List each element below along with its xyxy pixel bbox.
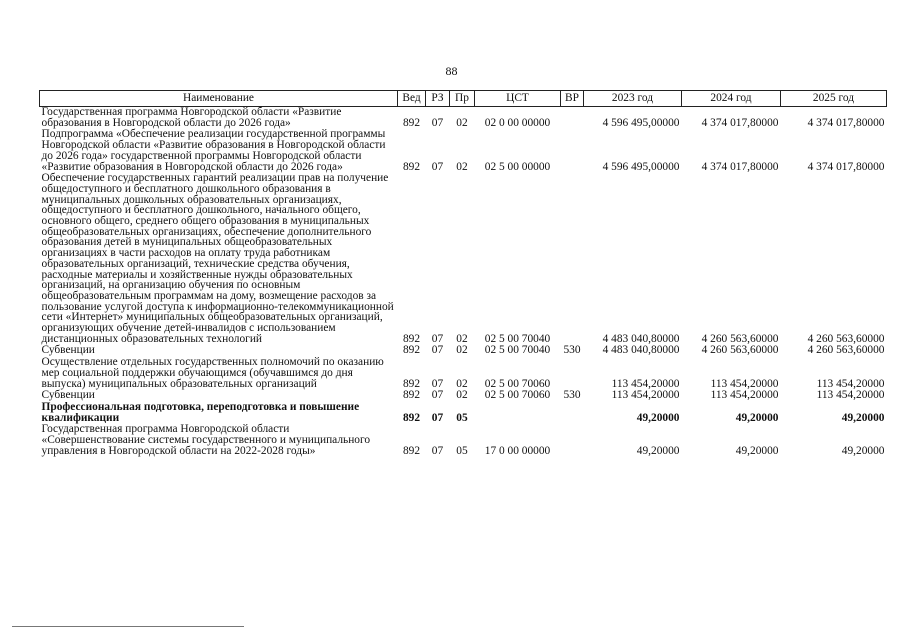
cell-cst: 17 0 00 00000 <box>484 444 551 457</box>
cell-vr <box>561 402 584 424</box>
cell-y2025: 49,20000 <box>841 411 885 424</box>
table-row <box>40 107 887 130</box>
cell-cst: 02 5 00 70040 <box>484 332 551 345</box>
cell-ved: 892 <box>402 377 421 390</box>
cell-y2023: 4 596 495,00000 <box>602 160 680 173</box>
cell-y2025: 113 454,20000 <box>816 377 885 390</box>
header-rz: РЗ <box>426 91 450 107</box>
cell-ved: 892 <box>402 444 421 457</box>
table-row <box>40 424 887 457</box>
cell-name: Осуществление отдельных государственных полномочий по оказанию мер социальной поддержки обучающимся (обучавшимся до дня выпуска) муниципальных образовательных организаций <box>41 356 384 390</box>
cell-rz: 07 <box>431 160 444 173</box>
cell-cst: 02 5 00 70060 <box>484 377 551 390</box>
header-2024: 2024 год <box>682 91 781 107</box>
cell-pr: 02 <box>456 160 468 173</box>
header-ved: Вед <box>398 91 426 107</box>
cell-ved: 892 <box>402 344 421 357</box>
cell-vr <box>561 424 584 457</box>
footer-divider <box>12 626 244 627</box>
cell-y2024: 49,20000 <box>735 444 779 457</box>
cell-name: Обеспечение государственных гарантий реализации прав на получение общедоступного и бесплатного дошкольного образования в муниципальных дошкольных образовательных организациях, общедоступного и бесплатного дошкольного, начального общего, основного общего, среднего общего образования в муниципальных общеобразовательных организациях, обеспечение дополнительного образования детей в муниципальных общеобразовательных организациях в части расходов на оплату труда работникам образовательных организаций, технические средства обучения, расходные материалы и хозяйственные нужды образовательных организаций, на организацию обучения по основным общеобразовательным программам на дому, возмещение расходов за пользование услугой доступа к информационно-телекоммуникационной сети «Интернет» муниципальных общеобразовательных организаций, организующих обучение детей-инвалидов с использованием дистанционных образовательных технологий <box>41 172 394 345</box>
cell-vr: 530 <box>563 389 581 402</box>
cell-y2024: 49,20000 <box>735 411 779 424</box>
budget-table <box>39 90 887 458</box>
cell-rz: 07 <box>431 332 444 345</box>
cell-pr: 02 <box>456 332 468 345</box>
cell-y2025: 4 374 017,80000 <box>807 116 885 129</box>
header-pr: Пр <box>450 91 475 107</box>
cell-y2023: 113 454,20000 <box>611 389 680 402</box>
cell-pr: 02 <box>456 389 468 402</box>
cell-y2023: 4 483 040,80000 <box>602 344 680 357</box>
cell-pr: 02 <box>456 377 468 390</box>
cell-rz: 07 <box>431 444 444 457</box>
cell-cst: 02 5 00 00000 <box>484 160 551 173</box>
cell-y2023: 49,20000 <box>636 411 680 424</box>
cell-rz: 07 <box>431 116 444 129</box>
table-body <box>40 107 887 458</box>
cell-vr <box>561 129 584 173</box>
cell-y2023: 4 483 040,80000 <box>602 332 680 345</box>
cell-y2024: 113 454,20000 <box>710 377 779 390</box>
cell-y2025: 4 374 017,80000 <box>807 160 885 173</box>
cell-vr <box>561 173 584 345</box>
cell-cst: 02 0 00 00000 <box>484 116 551 129</box>
cell-rz: 07 <box>431 344 444 357</box>
cell-pr: 02 <box>456 344 468 357</box>
cell-rz: 07 <box>431 389 444 402</box>
cell-y2025: 4 260 563,60000 <box>807 332 885 345</box>
cell-rz: 07 <box>431 411 444 424</box>
cell-name: Государственная программа Новгородской области «Развитие образования в Новгородской области до 2026 года» <box>41 106 342 129</box>
header-name: Наименование <box>40 91 398 107</box>
header-2023: 2023 год <box>584 91 682 107</box>
cell-ved: 892 <box>402 411 421 424</box>
cell-cst <box>475 402 561 424</box>
cell-pr: 05 <box>456 444 468 457</box>
header-vr: ВР <box>561 91 584 107</box>
cell-y2024: 4 374 017,80000 <box>701 116 779 129</box>
cell-rz: 07 <box>431 377 444 390</box>
cell-vr: 530 <box>563 344 581 357</box>
cell-vr <box>561 357 584 390</box>
table-header-row <box>40 91 887 107</box>
header-cst: ЦСТ <box>475 91 561 107</box>
cell-pr: 05 <box>456 411 468 424</box>
cell-y2023: 113 454,20000 <box>611 377 680 390</box>
table-row <box>40 357 887 390</box>
cell-cst: 02 5 00 70060 <box>484 389 551 402</box>
cell-vr <box>561 107 584 130</box>
cell-ved: 892 <box>402 160 421 173</box>
cell-name: Субвенции <box>41 344 95 357</box>
cell-ved: 892 <box>402 389 421 402</box>
cell-y2024: 4 374 017,80000 <box>701 160 779 173</box>
cell-pr: 02 <box>456 116 468 129</box>
cell-ved: 892 <box>402 332 421 345</box>
cell-name: Профессиональная подготовка, переподготовка и повышение квалификации <box>41 400 360 424</box>
cell-name: Государственная программа Новгородской области «Совершенствование системы государственного и муниципального управления в Новгородской области на 2022-2028 годы» <box>41 423 371 457</box>
cell-y2024: 4 260 563,60000 <box>701 332 779 345</box>
cell-name: Подпрограмма «Обеспечение реализации государственной программы Новгородской области «Развитие образования в Новгородской области до 2026 года» государственной программы Новгородской области «Развитие образования в Новгородской области до 2026 года» <box>41 128 386 173</box>
cell-y2023: 4 596 495,00000 <box>602 116 680 129</box>
header-2025: 2025 год <box>781 91 887 107</box>
cell-y2023: 49,20000 <box>636 444 680 457</box>
cell-y2024: 113 454,20000 <box>710 389 779 402</box>
table-row <box>40 173 887 345</box>
table-row <box>40 129 887 173</box>
cell-y2025: 4 260 563,60000 <box>807 344 885 357</box>
cell-y2025: 49,20000 <box>841 444 885 457</box>
table-row <box>40 402 887 424</box>
cell-y2025: 113 454,20000 <box>816 389 885 402</box>
cell-y2024: 4 260 563,60000 <box>701 344 779 357</box>
cell-cst: 02 5 00 70040 <box>484 344 551 357</box>
cell-ved: 892 <box>402 116 421 129</box>
page-number: 88 <box>445 64 458 78</box>
cell-name: Субвенции <box>41 389 95 402</box>
